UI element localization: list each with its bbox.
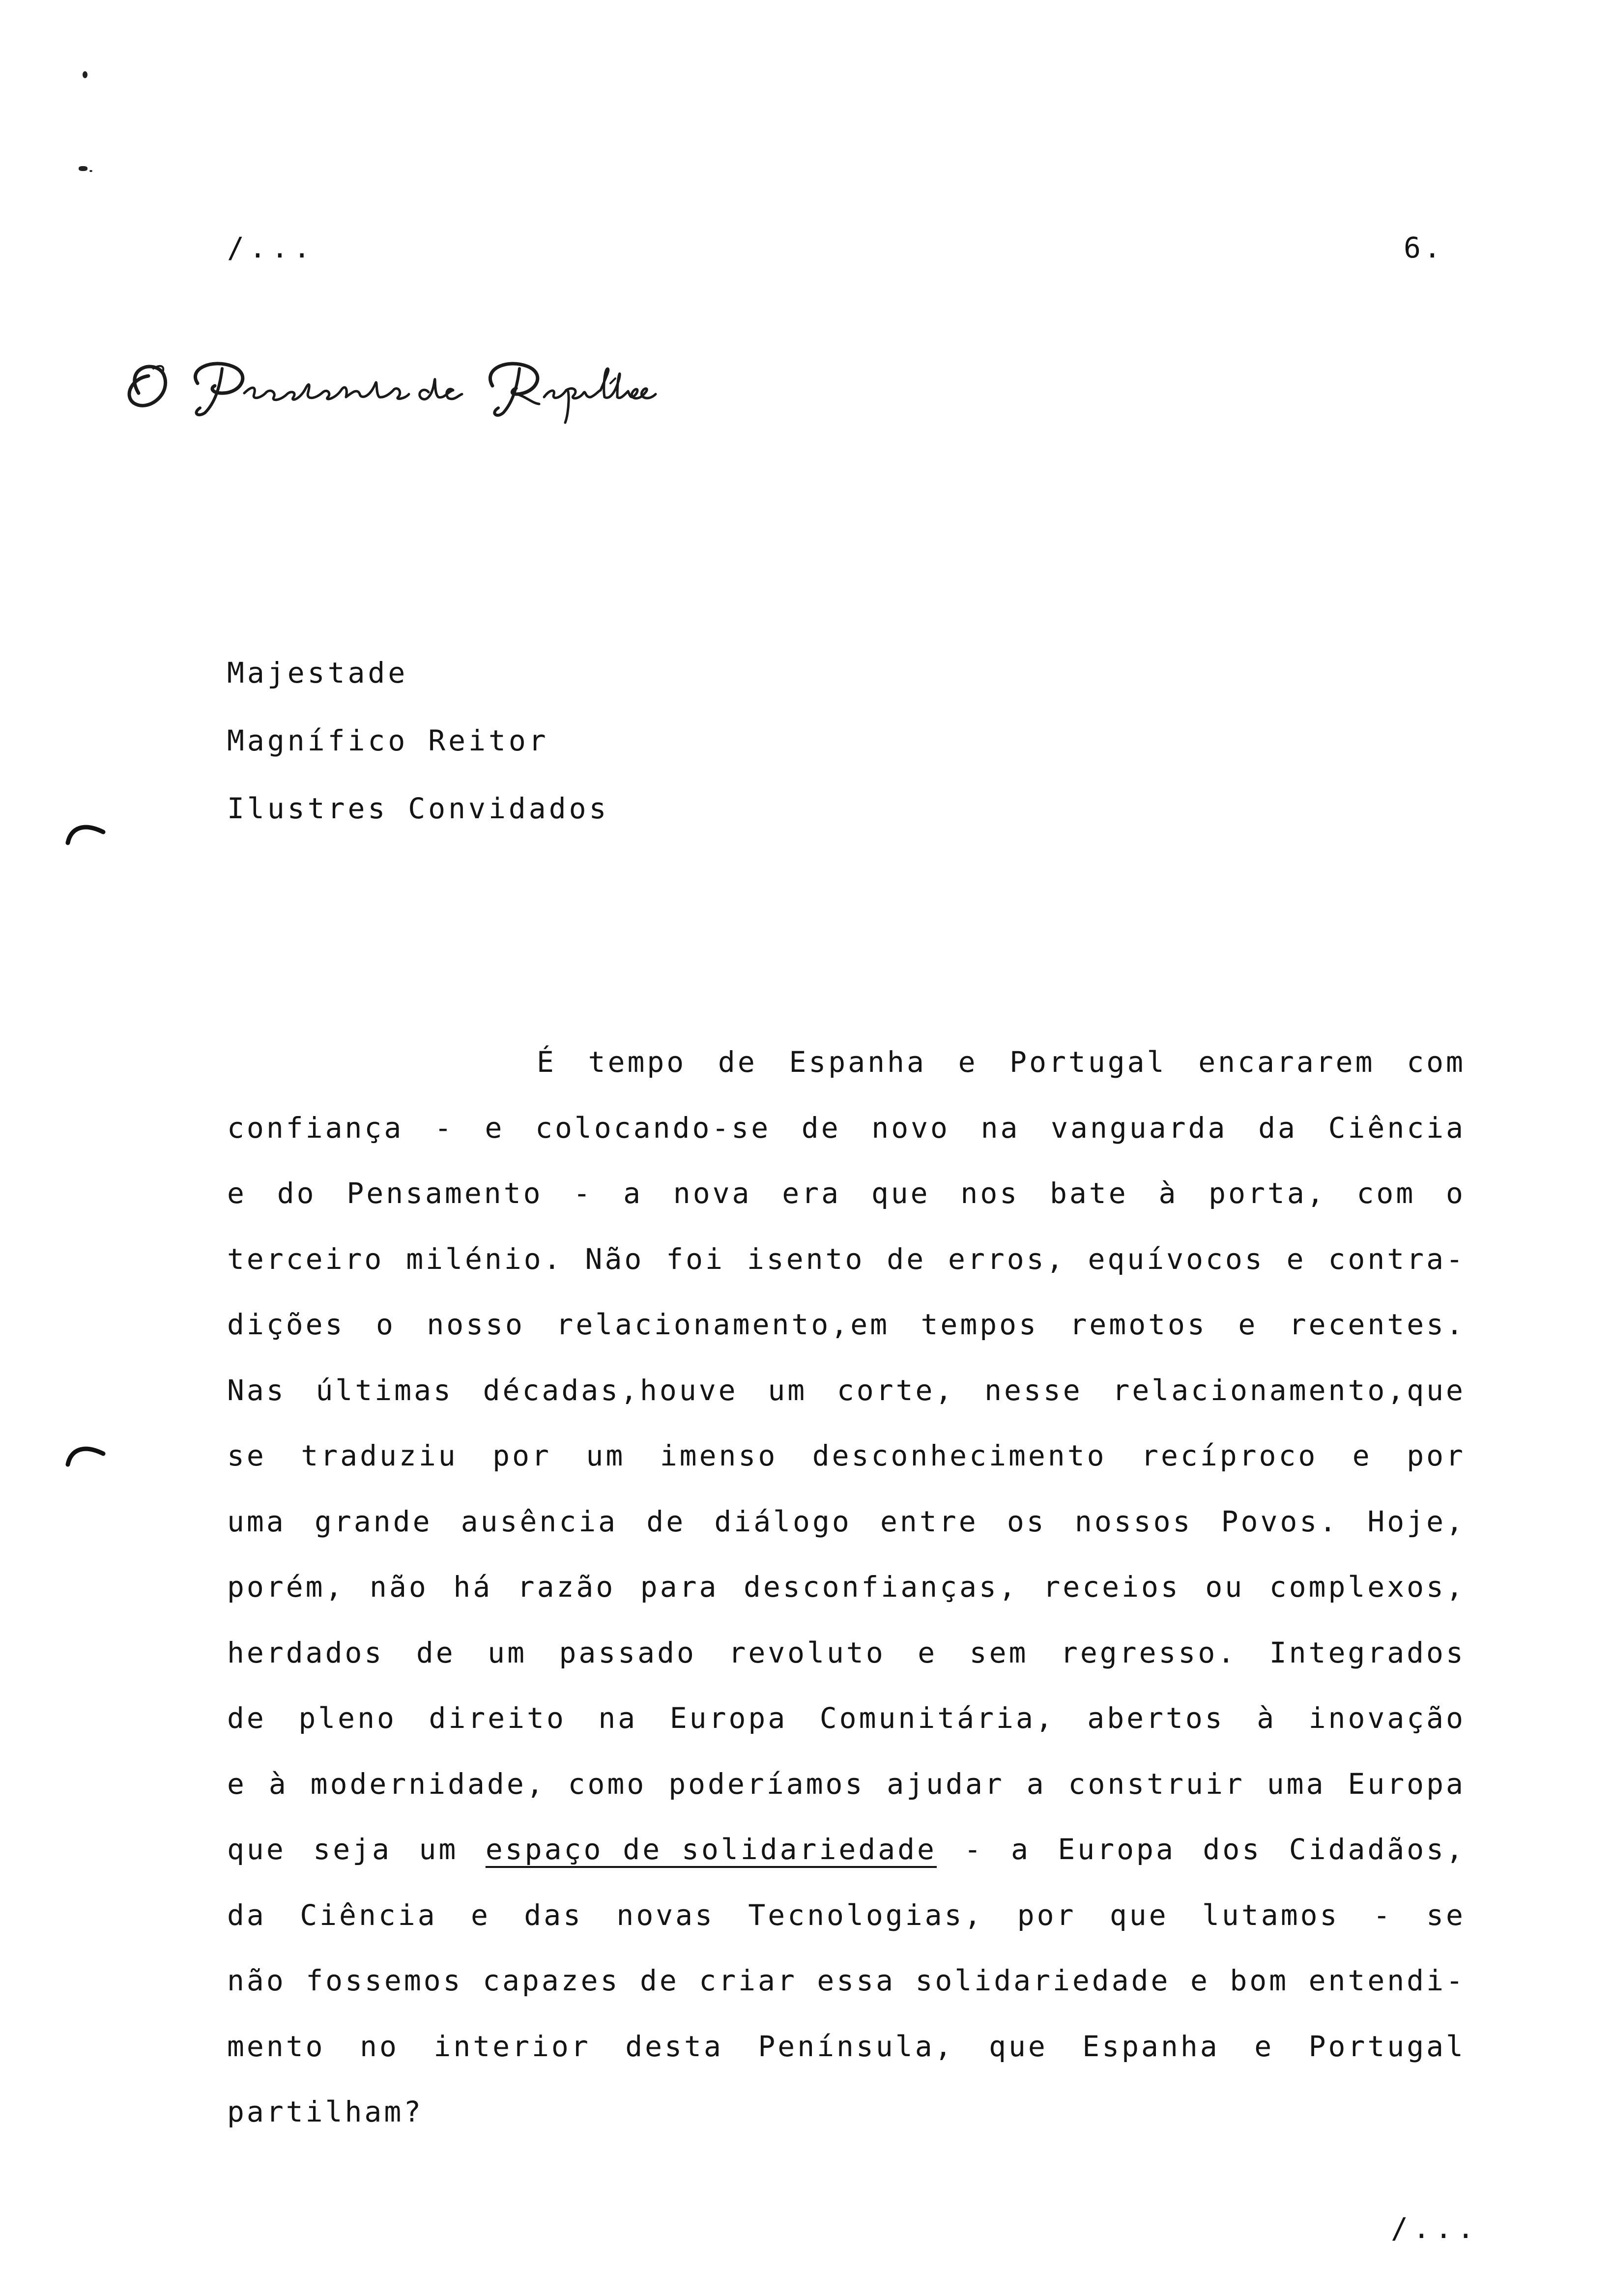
salutation-line: Majestade (227, 656, 408, 689)
paragraph-line (227, 1292, 1466, 1358)
word: para (640, 1570, 719, 1604)
word: direito (429, 1701, 566, 1735)
word: e (227, 1767, 247, 1801)
punch-hole-mark (64, 1440, 108, 1469)
word: por (1407, 1439, 1466, 1472)
word: imenso (660, 1439, 778, 1472)
word: se (227, 1439, 266, 1472)
salutation-line: Ilustres Convidados (227, 792, 609, 825)
word: isento (747, 1242, 865, 1276)
word: recentes. (1289, 1308, 1466, 1341)
word: entre (880, 1504, 979, 1538)
word: confiança (227, 1111, 404, 1145)
word: um (419, 1833, 459, 1866)
word: passado (559, 1636, 696, 1669)
paragraph-line (227, 1817, 1466, 1883)
page-number: 6. (1404, 231, 1444, 264)
word: que (989, 2029, 1048, 2063)
header-continuation-mark: /... (227, 231, 316, 264)
word: no (360, 2029, 399, 2063)
word: de (718, 1045, 757, 1079)
word: lutamos (1202, 1898, 1340, 1932)
word: erros, (948, 1242, 1066, 1276)
salutation-line: Magnífico Reitor (227, 724, 549, 757)
letterhead-logo (104, 339, 694, 452)
word: e (1286, 1242, 1306, 1276)
word: à (1257, 1701, 1277, 1735)
word: não (370, 1570, 429, 1604)
scan-speck (79, 166, 87, 171)
paragraph-line (227, 1030, 1466, 1095)
word: à (1158, 1177, 1179, 1210)
word: Comunitária, (819, 1701, 1055, 1735)
paragraph-line (227, 1095, 1466, 1161)
paragraph-line (227, 1751, 1466, 1817)
word: nos (960, 1177, 1020, 1210)
paragraph-line (227, 1358, 1466, 1424)
word: ou (1205, 1570, 1245, 1604)
word: modernidade, (310, 1767, 546, 1801)
word: remotos (1069, 1308, 1207, 1341)
word: Península, (758, 2029, 954, 2063)
paragraph-line (227, 1423, 1466, 1489)
word: desconfianças, (744, 1570, 1018, 1604)
word: contra- (1328, 1242, 1466, 1276)
word: equívocos (1088, 1242, 1265, 1276)
word: Não (585, 1242, 644, 1276)
word: a (1010, 1833, 1031, 1866)
word: de (646, 1504, 686, 1538)
word: milénio. (406, 1242, 563, 1276)
word: colocando-se (535, 1111, 771, 1145)
word: a (1026, 1767, 1046, 1801)
word: à (268, 1767, 288, 1801)
word: poderíamos (668, 1767, 865, 1801)
word: se (1426, 1898, 1466, 1932)
word: Cidadãos, (1289, 1833, 1466, 1866)
word: Povos. (1221, 1504, 1339, 1538)
word: essa (817, 1964, 896, 1997)
paragraph-line (227, 1686, 1466, 1751)
word: porém, (227, 1570, 345, 1604)
word: - (1373, 1898, 1393, 1932)
word: a (623, 1177, 643, 1210)
word: últimas (316, 1373, 453, 1407)
word: ausência (461, 1504, 618, 1538)
word: era (782, 1177, 841, 1210)
word: Ciência (300, 1898, 437, 1932)
word: - (434, 1111, 454, 1145)
word: construir (1068, 1767, 1245, 1801)
word: de (639, 1964, 679, 1997)
word: pleno (298, 1701, 397, 1735)
word: bom (1230, 1964, 1289, 1997)
paragraph-line (227, 1161, 1466, 1227)
word: porta, (1209, 1177, 1326, 1210)
word: sem (969, 1636, 1029, 1669)
paragraph-line (227, 1554, 1466, 1620)
word: entendi- (1308, 1964, 1466, 1997)
word: nossos (1074, 1504, 1193, 1538)
word: relacionamento,que (1112, 1373, 1466, 1407)
word: que (1109, 1898, 1169, 1932)
paragraph-line (227, 2014, 1466, 2080)
word: e (1352, 1439, 1372, 1472)
word: Portugal (1308, 2029, 1466, 2063)
word: criar (699, 1964, 797, 1997)
word: É (537, 1045, 556, 1079)
word: Hoje, (1367, 1504, 1466, 1538)
word: uma (227, 1504, 286, 1538)
word: tempos (921, 1308, 1038, 1341)
word: e (471, 1898, 490, 1932)
word: Nas (227, 1373, 286, 1407)
word: e (1190, 1964, 1210, 1997)
word: tempo (588, 1045, 687, 1079)
word: seja (313, 1833, 392, 1866)
word: revoluto (728, 1636, 886, 1669)
word: dições (227, 1308, 345, 1341)
word: um (488, 1636, 527, 1669)
word: - (573, 1177, 593, 1210)
word: - (964, 1833, 984, 1866)
word: Espanha (789, 1045, 926, 1079)
word: encararem (1198, 1045, 1375, 1079)
word: terceiro (227, 1242, 384, 1276)
word: bate (1049, 1177, 1128, 1210)
word: da (1258, 1111, 1297, 1145)
word: abertos (1087, 1701, 1225, 1735)
word: Integrados (1269, 1636, 1466, 1669)
paragraph-line (227, 1227, 1466, 1292)
word: de (227, 1701, 266, 1735)
word: nesse (984, 1373, 1083, 1407)
word: dos (1203, 1833, 1262, 1866)
word: e (958, 1045, 978, 1079)
word: e (1238, 1308, 1258, 1341)
word: um (586, 1439, 626, 1472)
word: décadas,houve (483, 1373, 738, 1407)
word: razão (517, 1570, 616, 1604)
word: corte, (836, 1373, 955, 1407)
word: na (980, 1111, 1020, 1145)
word: novo (871, 1111, 950, 1145)
word: traduziu (301, 1439, 458, 1472)
paragraph-line (227, 1489, 1466, 1555)
scan-speck (83, 71, 87, 78)
word: do (277, 1177, 317, 1210)
word: inovação (1308, 1701, 1466, 1735)
word: por (492, 1439, 551, 1472)
word: partilham? (227, 2095, 424, 2128)
word: Tecnologias, (748, 1898, 984, 1932)
word: que (227, 1833, 286, 1866)
word: ajudar (887, 1767, 1005, 1801)
word: Europa (1348, 1767, 1466, 1801)
word: diálogo (714, 1504, 852, 1538)
word: Portugal (1009, 1045, 1167, 1079)
word: de (887, 1242, 926, 1276)
word: uma (1267, 1767, 1326, 1801)
word: e (918, 1636, 938, 1669)
footer-continuation-mark: /... (1391, 2211, 1479, 2245)
word: solidariedade (915, 1964, 1171, 1997)
word: Europa (1058, 1833, 1176, 1866)
word: desconhecimento (812, 1439, 1107, 1472)
word: de (801, 1111, 841, 1145)
word: complexos, (1269, 1570, 1466, 1604)
word: herdados (227, 1636, 384, 1669)
paragraph-line (227, 1883, 1466, 1949)
word: novas (616, 1898, 715, 1932)
word: há (453, 1570, 493, 1604)
word: da (227, 1898, 266, 1932)
word: um (768, 1373, 807, 1407)
word: recíproco (1141, 1439, 1318, 1472)
word: com (1407, 1045, 1466, 1079)
word: vanguarda (1051, 1111, 1228, 1145)
word: não (227, 1964, 286, 1997)
word: que (871, 1177, 930, 1210)
letterhead-script-image (104, 339, 694, 452)
word: nova (673, 1177, 752, 1210)
word: com (1356, 1177, 1416, 1210)
word: grande (314, 1504, 432, 1538)
word: fossemos (306, 1964, 463, 1997)
paragraph-line (227, 1948, 1466, 2014)
speech-paragraph (227, 1030, 1466, 2145)
word: interior (433, 2029, 591, 2063)
word: capazes (483, 1964, 620, 1997)
word: nosso (427, 1308, 525, 1341)
word: Espanha (1082, 2029, 1220, 2063)
word: das (524, 1898, 583, 1932)
word: por (1017, 1898, 1076, 1932)
word: na (598, 1701, 638, 1735)
word: e (227, 1177, 247, 1210)
word: Ciência (1328, 1111, 1466, 1145)
punch-hole-mark (64, 818, 108, 848)
word: regresso. (1060, 1636, 1238, 1669)
word: foi (666, 1242, 725, 1276)
salutation-block (227, 639, 609, 842)
word: Pensamento (346, 1177, 543, 1210)
word: Europa (669, 1701, 788, 1735)
word: receios (1043, 1570, 1180, 1604)
word: relacionamento,em (556, 1308, 890, 1341)
word: e (1254, 2029, 1274, 2063)
word: o (375, 1308, 396, 1341)
word: de (416, 1636, 456, 1669)
scan-speck (89, 170, 92, 172)
paragraph-line (227, 1620, 1466, 1686)
word: como (568, 1767, 647, 1801)
paragraph-line (227, 2079, 1466, 2145)
word: o (1446, 1177, 1466, 1210)
word: os (1007, 1504, 1046, 1538)
underlined-phrase: espaço de solidariedade (485, 1833, 937, 1866)
word: mento (227, 2029, 325, 2063)
word: e (485, 1111, 505, 1145)
word: desta (625, 2029, 723, 2063)
